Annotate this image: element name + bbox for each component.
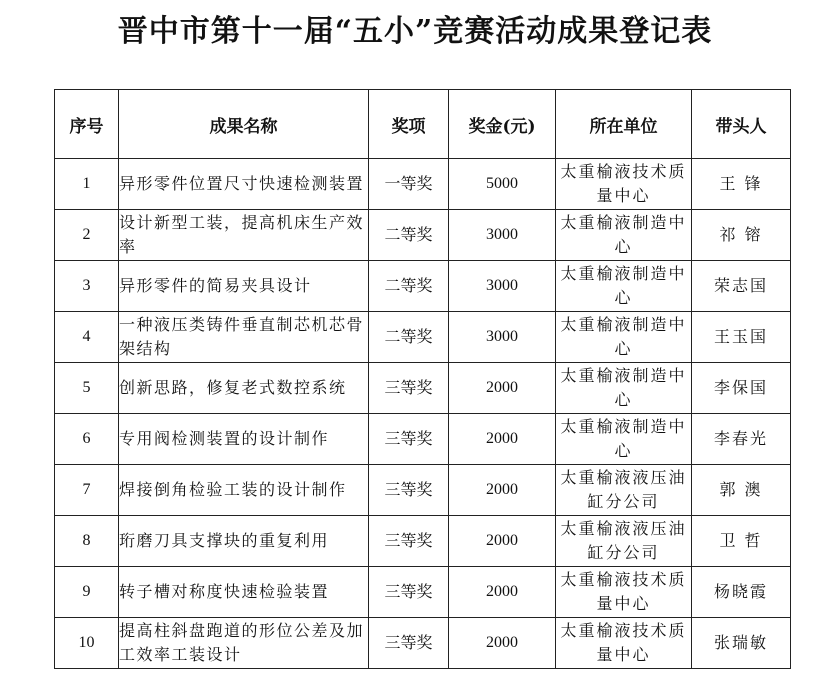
cell-leader: 荣志国 [692, 261, 791, 312]
cell-name: 转子槽对称度快速检验装置 [119, 567, 369, 618]
header-prize: 奖金(元) [449, 90, 556, 159]
cell-award: 三等奖 [369, 618, 449, 669]
table-row [55, 312, 791, 363]
table-row [55, 363, 791, 414]
table-row [55, 210, 791, 261]
cell-no: 2 [55, 210, 119, 261]
page-title: 晋中市第十一届“五小”竞赛活动成果登记表 [117, 14, 713, 49]
cell-no: 8 [55, 516, 119, 567]
cell-prize: 2000 [449, 363, 556, 414]
cell-no: 5 [55, 363, 119, 414]
cell-no: 3 [55, 261, 119, 312]
cell-prize: 3000 [449, 261, 556, 312]
cell-unit: 太重榆液液压油缸分公司 [556, 465, 692, 516]
cell-unit: 太重榆液制造中心 [556, 261, 692, 312]
cell-leader: 杨晓霞 [692, 567, 791, 618]
cell-no: 10 [55, 618, 119, 669]
cell-leader: 郭 澳 [692, 465, 791, 516]
cell-unit: 太重榆液液压油缸分公司 [556, 516, 692, 567]
table-row [55, 465, 791, 516]
cell-award: 二等奖 [369, 210, 449, 261]
cell-unit: 太重榆液制造中心 [556, 312, 692, 363]
cell-award: 三等奖 [369, 363, 449, 414]
cell-no: 7 [55, 465, 119, 516]
cell-prize: 2000 [449, 567, 556, 618]
table-row [55, 159, 791, 210]
cell-name: 异形零件的简易夹具设计 [119, 261, 369, 312]
cell-name: 设计新型工装，提高机床生产效率 [119, 210, 369, 261]
cell-leader: 王玉国 [692, 312, 791, 363]
cell-award: 三等奖 [369, 465, 449, 516]
table-row [55, 516, 791, 567]
cell-leader: 李保国 [692, 363, 791, 414]
header-award: 奖项 [369, 90, 449, 159]
results-table [54, 89, 791, 669]
cell-leader: 张瑞敏 [692, 618, 791, 669]
table-row [55, 414, 791, 465]
table-row [55, 261, 791, 312]
table-row [55, 618, 791, 669]
header-no: 序号 [55, 90, 119, 159]
cell-name: 珩磨刀具支撑块的重复利用 [119, 516, 369, 567]
cell-no: 1 [55, 159, 119, 210]
cell-unit: 太重榆液制造中心 [556, 414, 692, 465]
header-unit: 所在单位 [556, 90, 692, 159]
cell-name: 专用阀检测装置的设计制作 [119, 414, 369, 465]
header-leader: 带头人 [692, 90, 791, 159]
cell-unit: 太重榆液制造中心 [556, 363, 692, 414]
cell-leader: 卫 哲 [692, 516, 791, 567]
cell-prize: 2000 [449, 516, 556, 567]
cell-unit: 太重榆液技术质量中心 [556, 159, 692, 210]
cell-award: 二等奖 [369, 312, 449, 363]
header-row [55, 90, 791, 159]
cell-prize: 2000 [449, 618, 556, 669]
cell-award: 三等奖 [369, 516, 449, 567]
cell-no: 4 [55, 312, 119, 363]
cell-unit: 太重榆液技术质量中心 [556, 618, 692, 669]
cell-no: 9 [55, 567, 119, 618]
cell-prize: 3000 [449, 312, 556, 363]
cell-name: 异形零件位置尺寸快速检测装置 [119, 159, 369, 210]
cell-leader: 祁 镕 [692, 210, 791, 261]
cell-prize: 2000 [449, 465, 556, 516]
cell-award: 三等奖 [369, 567, 449, 618]
cell-unit: 太重榆液技术质量中心 [556, 567, 692, 618]
cell-award: 一等奖 [369, 159, 449, 210]
cell-prize: 2000 [449, 414, 556, 465]
cell-prize: 3000 [449, 210, 556, 261]
cell-leader: 王 锋 [692, 159, 791, 210]
cell-award: 三等奖 [369, 414, 449, 465]
cell-award: 二等奖 [369, 261, 449, 312]
cell-unit: 太重榆液制造中心 [556, 210, 692, 261]
cell-name: 一种液压类铸件垂直制芯机芯骨架结构 [119, 312, 369, 363]
cell-name: 焊接倒角检验工装的设计制作 [119, 465, 369, 516]
cell-name: 创新思路，修复老式数控系统 [119, 363, 369, 414]
cell-leader: 李春光 [692, 414, 791, 465]
table-row [55, 567, 791, 618]
cell-no: 6 [55, 414, 119, 465]
header-name: 成果名称 [119, 90, 369, 159]
cell-prize: 5000 [449, 159, 556, 210]
cell-name: 提高柱斜盘跑道的形位公差及加工效率工装设计 [119, 618, 369, 669]
